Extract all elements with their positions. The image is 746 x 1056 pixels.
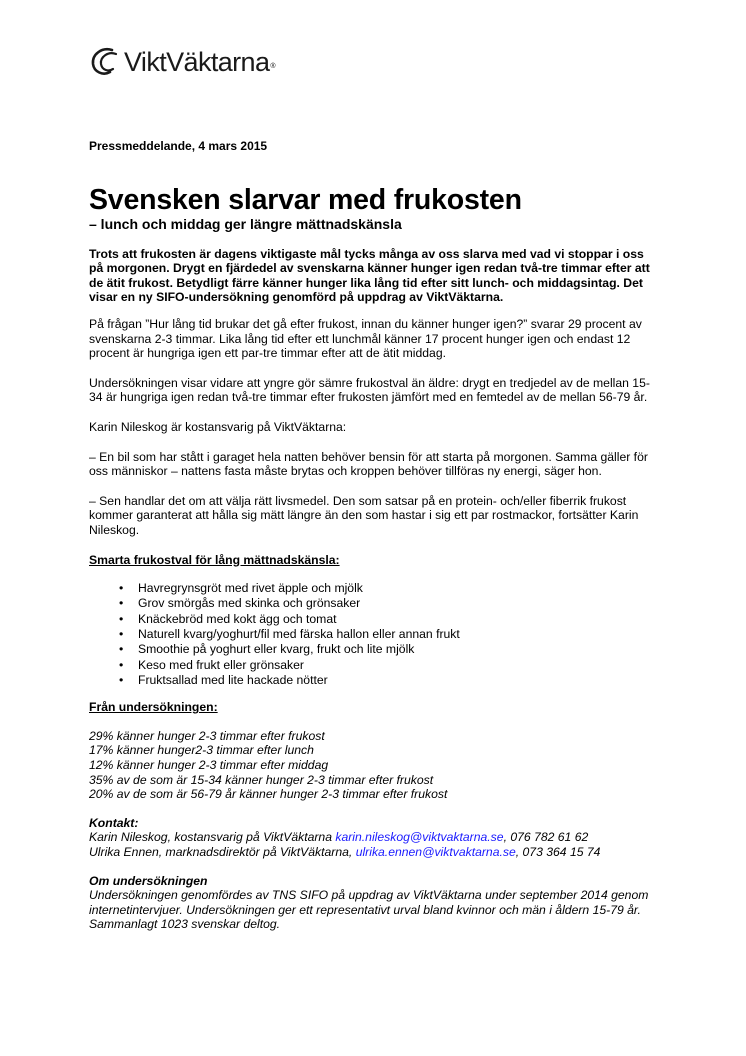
article-body (89, 139, 659, 932)
body-paragraph-2: Undersökningen visar vidare att yngre gör sämre frukostval än äldre: drygt en tredjedel av de mellan 15-34 är hungriga igen redan två-tre timmar efter frukosten jämfört med en femtedel av de mellan 56-79 år. (89, 375, 650, 405)
lead-paragraph: Trots att frukosten är dagens viktigaste mål tycks många av oss slarva med vad vi stoppar i oss på morgonen. Drygt en fjärdedel av svenskarna känner hunger igen redan två-tre timmar efter att de ätit frukost. Betydligt färre känner hunger lika lång tid efter sitt lunch- och middagsintag. Det visar en ny SIFO-undersökning genomförd på uppdrag av ViktVäktarna. (89, 246, 650, 305)
body-paragraph-4: – En bil som har stått i garaget hela natten behöver bensin för att starta på morgonen. Samma gäller för oss människor – nattens fasta måste brytas och kroppen behöver tillföras ny energi, säger hon. (89, 449, 648, 479)
swirl-logo-icon (88, 45, 122, 79)
subtitle: – lunch och middag ger längre mättnadskänsla (89, 215, 402, 232)
about-text: Undersökningen genomfördes av TNS SIFO på uppdrag av ViktVäktarna under september 2014 genom internetintervjuer. Undersökningen ger ett representativt urval bland kvinnor och män i åldern 15-79 år. Sammanlagt 1023 svenskar deltog. (89, 888, 649, 932)
body-paragraph-1: På frågan ”Hur lång tid brukar det gå efter frukost, innan du känner hunger igen?” svarar 29 procent av svenskarna 2-3 timmar. Lika lång tid efter ett lunchmål känner 17 procent hunger igen och endast 12 procent är hungriga igen ett par-tre timmar efter att de ätit middag. (89, 316, 642, 361)
body-paragraph-3: Karin Nileskog är kostansvarig på ViktVäktarna: (89, 419, 347, 434)
contact-name-title: Ulrika Ennen, marknadsdirektör på ViktVäktarna, (89, 844, 353, 859)
registered-mark: ® (270, 62, 276, 70)
about-heading: Om undersökningen (89, 873, 208, 888)
list-item: • Havregrynsgröt med rivet äpple och mjölk (119, 581, 659, 596)
email-link-ulrika[interactable]: ulrika.ennen@viktvaktarna.se (355, 844, 516, 859)
list-item: • Naturell kvarg/yoghurt/fil med färska hallon eller annan frukt (119, 627, 659, 642)
email-link-karin[interactable]: karin.nileskog@viktvaktarna.se (335, 830, 504, 845)
contact-phone: , 073 364 15 74 (515, 844, 601, 859)
body-paragraph-5: – Sen handlar det om att välja rätt livsmedel. Den som satsar på en protein- och/eller fiberrik frukost kommer garanterat att hålla sig mätt längre än den som hastar i sig ett par rostmackor, fortsätter Karin Nileskog. (89, 493, 639, 537)
survey-result-item: 29% känner hunger 2-3 timmar efter frukost (89, 728, 325, 743)
contact-phone: , 076 782 61 62 (503, 830, 589, 845)
dateline: Pressmeddelande, 4 mars 2015 (89, 139, 268, 153)
headline: Svensken slarvar med frukosten (89, 183, 522, 216)
survey-results (89, 729, 659, 802)
contact-heading: Kontakt: (89, 815, 139, 830)
contact-block (89, 816, 659, 860)
brand-logo (88, 42, 276, 82)
contact-person-1 (89, 830, 659, 845)
contact-person-2 (89, 845, 659, 860)
survey-result-item: 17% känner hunger2-3 timmar efter lunch (89, 743, 314, 758)
survey-heading: Från undersökningen: (89, 700, 218, 715)
contact-name-title: Karin Nileskog, kostansvarig på ViktVäktarna (89, 830, 332, 845)
list-item: • Knäckebröd med kokt ägg och tomat (119, 612, 659, 627)
survey-result-item: 12% känner hunger 2-3 timmar efter middag (89, 757, 329, 772)
tips-list (89, 581, 659, 688)
list-item: • Grov smörgås med skinka och grönsaker (119, 596, 659, 611)
survey-result-item: 20% av de som är 56-79 år känner hunger 2-3 timmar efter frukost (89, 787, 448, 802)
tips-heading: Smarta frukostval för lång mättnadskänsla: (89, 552, 340, 567)
list-item: • Fruktsallad med lite hackade nötter (119, 673, 659, 688)
list-item: • Smoothie på yoghurt eller kvarg, frukt och lite mjölk (119, 642, 659, 657)
survey-result-item: 35% av de som är 15-34 känner hunger 2-3 timmar efter frukost (89, 772, 434, 787)
logo-wordmark: ViktVäktarna (124, 46, 270, 77)
about-block (89, 874, 659, 932)
list-item: • Keso med frukt eller grönsaker (119, 658, 659, 673)
